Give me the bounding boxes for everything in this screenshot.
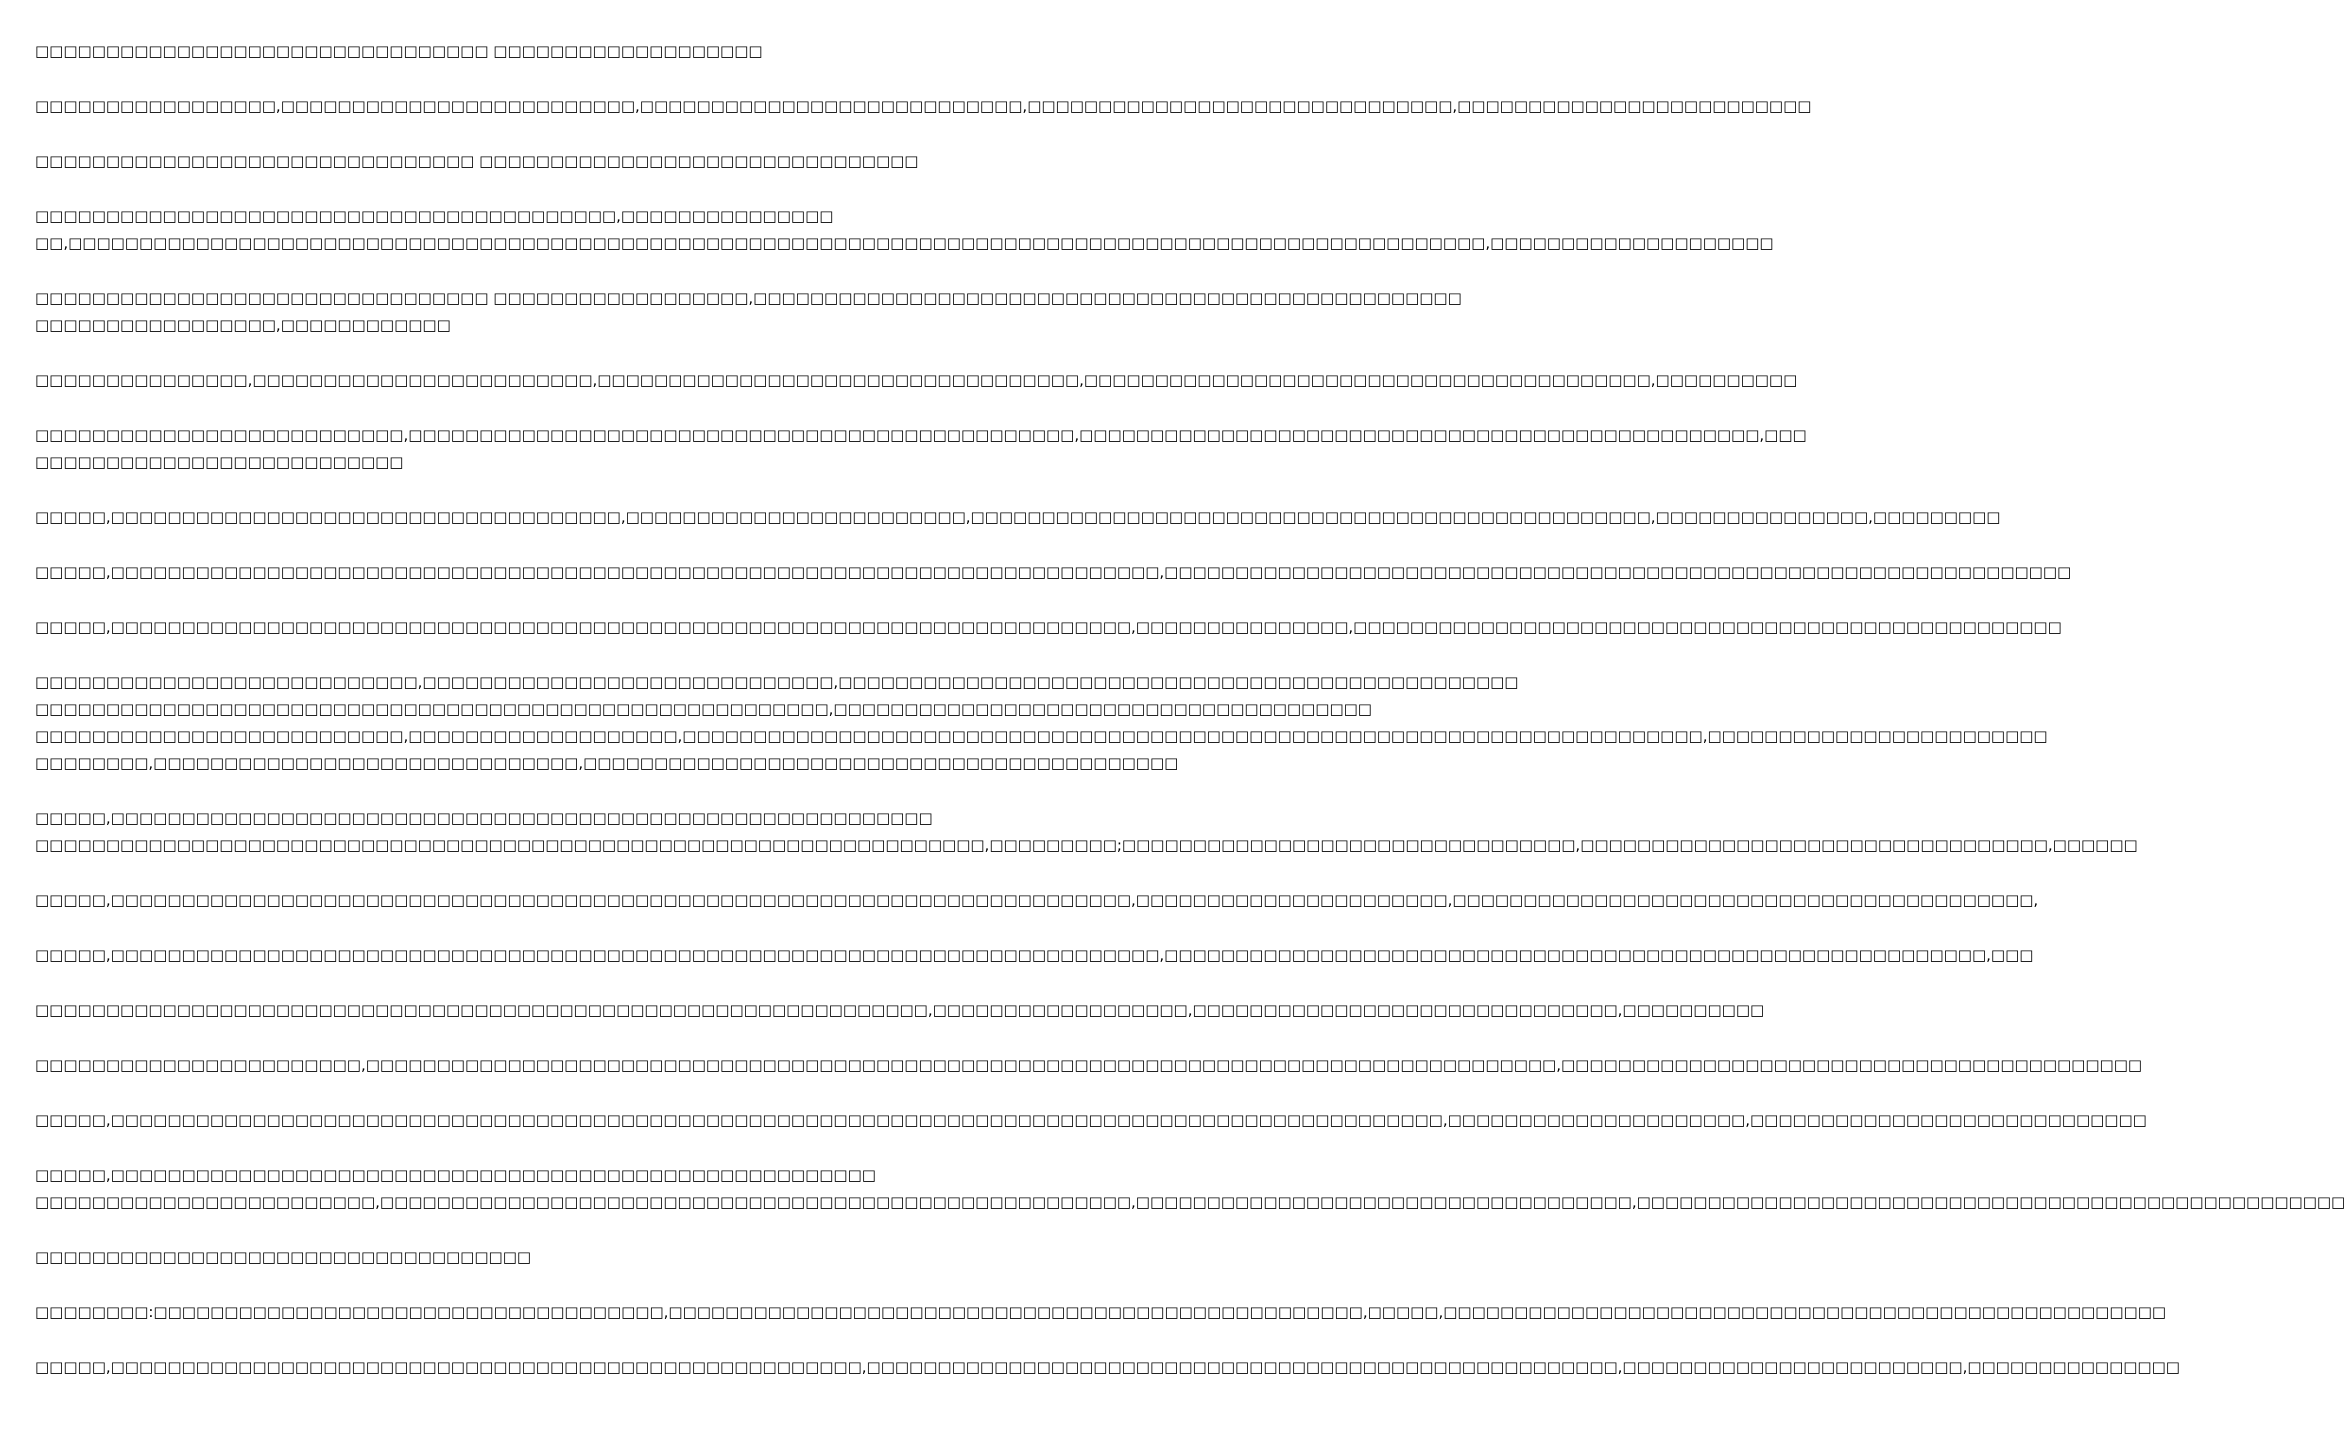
- paragraph: [35, 367, 1798, 394]
- paragraph: [35, 559, 2072, 586]
- text-line: □□□□□□□□□□□□□□□□□□□□□□□□□□,□□□□□□□□□□□□□□□□□□□□□□□□□□□□□□□□□□□□□□□□□□□□□□□,□□□□□□□□□□□□□□□□□□□□□□□□□□□□□□□□□□□□□□□□□□□□□□□□,□□□: [35, 426, 1807, 444]
- text-line: □□□□□□□□□□□□□□□□□□□□□□□□□□□□□□□□ □□□□□□□□□□□□□□□□□□□: [35, 42, 763, 60]
- text-line: □□□□□□□□□□□□□□□□□□□□□□□□□□□□□□□ □□□□□□□□□□□□□□□□□□□□□□□□□□□□□□□: [35, 152, 919, 170]
- paragraph: [35, 504, 2001, 531]
- paragraph: [35, 1052, 2143, 1079]
- text-line: □□□□□,□□□□□□□□□□□□□□□□□□□□□□□□□□□□□□□□□□□□□□□□□□□□□□□□□□□□□□□□□□□□□□□□□□□□□□□□,□□□□□□□□□□□□□□□,□□□□□□□□□□□□□□□□□□□□□□□□□□□□□□□□□□□□□□□□□□□□□□□□□□: [35, 618, 2062, 636]
- text-line: □□□□□,□□□□□□□□□□□□□□□□□□□□□□□□□□□□□□□□□□□□□□□□□□□□□□□□□□□□□□□□□□□□□□□□□□□□□□□□,□□□□□□□□□□□□□□□□□□□□□□,□□□□□□□□□□□□□□□□□□□□□□□□□□□□□□□□□□□□□□□□□,: [35, 891, 2039, 909]
- paragraph: [35, 203, 1774, 257]
- text-line: □□□□□,□□□□□□□□□□□□□□□□□□□□□□□□□□□□□□□□□□□□,□□□□□□□□□□□□□□□□□□□□□□□□,□□□□□□□□□□□□□□□□□□□□□□□□□□□□□□□□□□□□□□□□□□□□□□□□,□□□□□□□□□□□□□□□,□□□□□□□□□: [35, 508, 2001, 526]
- paragraph: [35, 805, 2138, 859]
- paragraph: [35, 148, 990, 175]
- text-line: □□□□□□□□□□□□□□□□□□□□□□□□,□□□□□□□□□□□□□□□□□□□□□□□□□□□□□□□□□□□□□□□□□□□□□□□□□□□□□,□□□□□□□□□□□□□□□□□□□□□□□□□□□□□□□□□□□,□□□□□□□□□□□□□□□□□□□□□□□□□□□□□□□□□□□□□□□□□□□□□□□□□□: [35, 1193, 2345, 1211]
- paragraph: [35, 614, 2062, 641]
- paragraph: [35, 1354, 2180, 1381]
- paragraph: [35, 1162, 2345, 1216]
- text-line: □□□□□□□□:□□□□□□□□□□□□□□□□□□□□□□□□□□□□□□□□□□□□,□□□□□□□□□□□□□□□□□□□□□□□□□□□□□□□□□□□□□□□□□□□□□□□□□,□□□□□,□□□□□□□□□□□□□□□□□□□□□□□□□□□□□□□□□□□□□□□□□□□□□□□□□□□: [35, 1303, 2167, 1321]
- text-line: □□□□□□□□□□□□□□□□□□□□□□□□□□□,□□□□□□□□□□□□□□□□□□□□□□□□□□□□□,□□□□□□□□□□□□□□□□□□□□□□□□□□□□□□□□□□□□□□□□□□□□□□□□: [35, 673, 1519, 691]
- text-line: □□□□□□□□□□□□□□□□□□□□□□□□□□□□□□□□□□□: [35, 1248, 532, 1266]
- paragraph: [35, 997, 1765, 1024]
- paragraph: [35, 285, 1462, 339]
- text-line: □□□□□□□□□□□□□□□□□□□□□□□□□□□□□□□□□□□□□□□□□□□□□□□□□□□□□□□□,□□□□□□□□□□□□□□□□□□□□□□□□□□□□□□□□□□□□□□: [35, 700, 1372, 718]
- text-line: □□□□□,□□□□□□□□□□□□□□□□□□□□□□□□□□□□□□□□□□□□□□□□□□□□□□□□□□□□□,□□□□□□□□□□□□□□□□□□□□□□□□□□□□□□□□□□□□□□□□□□□□□□□□□□□□□,□□□□□□□□□□□□□□□□□□□□□□□□,□□□□□□□□□□□□□□□: [35, 1358, 2180, 1376]
- text-line: □□,□□□□□□□□□□□□□□□□□□□□□□□□□□□□□□□□□□□□□□□□□□□□□□□□□□□□□□□□□□□□□□□□□□□□□□□□□□□□□□□□□□□□□□□□□□□□□□□□□□□□,□□□□□□□□□□□□□□□□□□□□: [35, 234, 1774, 252]
- text-line: □□□□□,□□□□□□□□□□□□□□□□□□□□□□□□□□□□□□□□□□□□□□□□□□□□□□□□□□□□□□□□□□□□□□□□□□□□□□□□□□□□□□□□□□□□□□□□□□□□□□,□□□□□□□□□□□□□□□□□□□□□,□□□□□□□□□□□□□□□□□□□□□□□□□□□□: [35, 1111, 2147, 1129]
- paragraph: [35, 38, 990, 65]
- text-line: □□□□□□□□□□□□□□□□□,□□□□□□□□□□□□: [35, 316, 451, 334]
- paragraph: [35, 1299, 2167, 1326]
- text-line: □□□□□,□□□□□□□□□□□□□□□□□□□□□□□□□□□□□□□□□□□□□□□□□□□□□□□□□□□□□□: [35, 1166, 876, 1184]
- paragraph: [35, 1244, 990, 1271]
- text-line: □□□□□□□□□□□□□□□□□□□□□□□□□□,□□□□□□□□□□□□□□□□□□□,□□□□□□□□□□□□□□□□□□□□□□□□□□□□□□□□□□□□□□□□□□□□□□□□□□□□□□□□□□□□□□□□□□□□□□□□,□□□□□□□□□□□□□□□□□□□□□□□□: [35, 727, 2048, 745]
- paragraph: [35, 422, 1807, 476]
- text-line: □□□□□□□□□□□□□□□□□□□□□□□□□□□□□□□□□□□□□□□□□,□□□□□□□□□□□□□□□: [35, 207, 834, 225]
- text-line: □□□□□,□□□□□□□□□□□□□□□□□□□□□□□□□□□□□□□□□□□□□□□□□□□□□□□□□□□□□□□□□□: [35, 809, 933, 827]
- document-body: [35, 38, 2345, 1409]
- paragraph: [35, 93, 1812, 120]
- paragraph: [35, 1107, 2147, 1134]
- text-line: □□□□□□□□□□□□□□□□□□□□□□□□□□□□□□□□ □□□□□□□□□□□□□□□□□□,□□□□□□□□□□□□□□□□□□□□□□□□□□□□□□□□□□□□□□□□□□□□□□□□□□: [35, 289, 1462, 307]
- text-line: □□□□□□□□□□□□□□□□□,□□□□□□□□□□□□□□□□□□□□□□□□□,□□□□□□□□□□□□□□□□□□□□□□□□□□□,□□□□□□□□□□□□□□□□□□□□□□□□□□□□□□,□□□□□□□□□□□□□□□□□□□□□□□□□: [35, 97, 1812, 115]
- text-line: □□□□□,□□□□□□□□□□□□□□□□□□□□□□□□□□□□□□□□□□□□□□□□□□□□□□□□□□□□□□□□□□□□□□□□□□□□□□□□□□,□□□□□□□□□□□□□□□□□□□□□□□□□□□□□□□□□□□□□□□□□□□□□□□□□□□□□□□□□□,□□□: [35, 946, 2034, 964]
- paragraph: [35, 669, 2048, 777]
- text-line: □□□□□□□□□□□□□□□,□□□□□□□□□□□□□□□□□□□□□□□□,□□□□□□□□□□□□□□□□□□□□□□□□□□□□□□□□□□,□□□□□□□□□□□□□□□□□□□□□□□□□□□□□□□□□□□□□□□□,□□□□□□□□□□: [35, 371, 1798, 389]
- text-line: □□□□□□□□□□□□□□□□□□□□□□□□□□: [35, 453, 404, 471]
- paragraph: [35, 942, 2034, 969]
- paragraph: [35, 887, 2039, 914]
- text-line: □□□□□,□□□□□□□□□□□□□□□□□□□□□□□□□□□□□□□□□□□□□□□□□□□□□□□□□□□□□□□□□□□□□□□□□□□□□□□□□□,□□□□□□□□□□□□□□□□□□□□□□□□□□□□□□□□□□□□□□□□□□□□□□□□□□□□□□□□□□□□□□□□: [35, 563, 2072, 581]
- text-line: □□□□□□□□,□□□□□□□□□□□□□□□□□□□□□□□□□□□□□□,□□□□□□□□□□□□□□□□□□□□□□□□□□□□□□□□□□□□□□□□□□: [35, 754, 1179, 772]
- text-line: □□□□□□□□□□□□□□□□□□□□□□□□□□□□□□□□□□□□□□□□□□□□□□□□□□□□□□□□□□□□□□□,□□□□□□□□□□□□□□□□□□,□□□□□□□□□□□□□□□□□□□□□□□□□□□□□□,□□□□□□□□□□: [35, 1001, 1765, 1019]
- text-line: □□□□□□□□□□□□□□□□□□□□□□□□□□□□□□□□□□□□□□□□□□□□□□□□□□□□□□□□□□□□□□□□□□□,□□□□□□□□□;□□□□□□□□□□□□□□□□□□□□□□□□□□□□□□□□,□□□□□□□□□□□□□□□□□□□□□□□□□□□□□□□□□,□□□□□□: [35, 836, 2138, 854]
- text-line: □□□□□□□□□□□□□□□□□□□□□□□,□□□□□□□□□□□□□□□□□□□□□□□□□□□□□□□□□□□□□□□□□□□□□□□□□□□□□□□□□□□□□□□□□□□□□□□□□□□□□□□□□□□□,□□□□□□□□□□□□□□□□□□□□□□□□□□□□□□□□□□□□□□□□□: [35, 1056, 2143, 1074]
